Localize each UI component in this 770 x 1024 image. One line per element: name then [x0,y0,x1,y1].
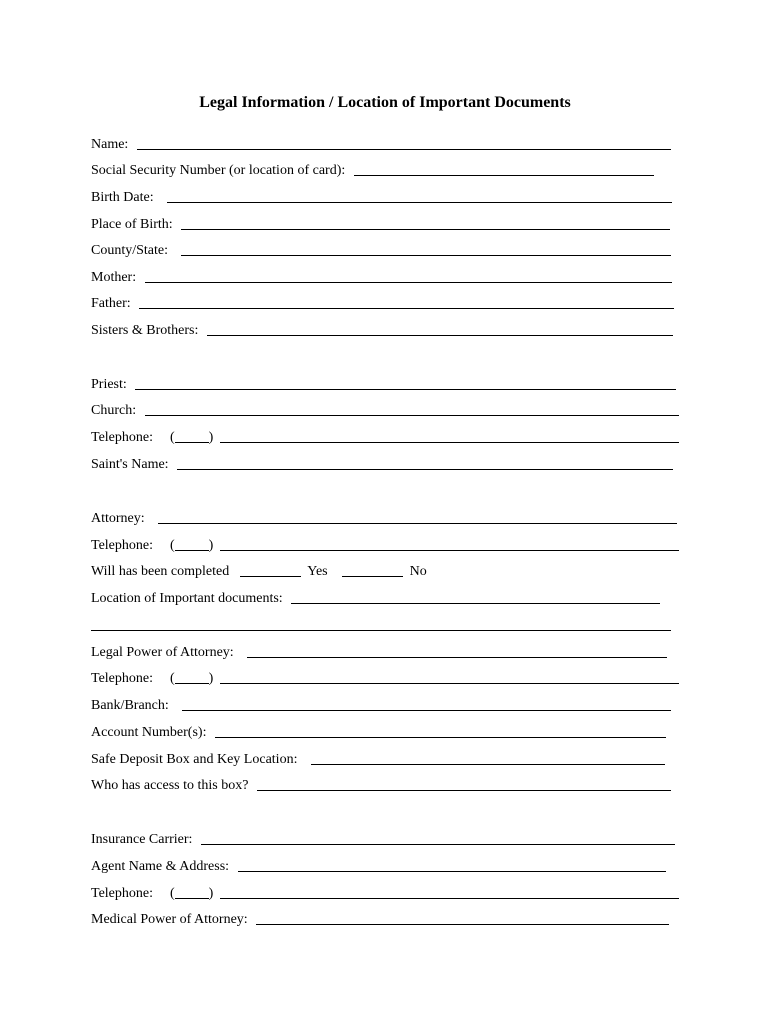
priest-label: Priest: [91,377,127,392]
legal-poa-field[interactable] [247,643,667,658]
church-telephone-row: Telephone: ( ) [91,428,679,448]
will-label: Will has been completed [91,564,230,579]
legal-poa-row [91,643,667,663]
priest-row [91,375,676,395]
insurance-carrier-field[interactable] [201,830,675,845]
box-access-row [91,776,671,796]
county-state-field[interactable] [181,241,671,256]
poa-telephone-row: Telephone: ( ) [91,669,679,689]
father-row [91,294,674,314]
insurance-area-code-field[interactable] [175,884,209,899]
legal-poa-label: Legal Power of Attorney: [91,645,234,660]
insurance-telephone-row: Telephone: ( ) [91,884,679,904]
poa-telephone-label: Telephone: [91,671,153,686]
will-yes-label: Yes [307,564,328,579]
account-row [91,723,666,743]
attorney-field[interactable] [158,509,677,524]
birth-date-label: Birth Date: [91,190,154,205]
church-telephone-label: Telephone: [91,430,153,445]
place-of-birth-label: Place of Birth: [91,217,173,232]
father-field[interactable] [139,294,674,309]
poa-area-code-field[interactable] [175,669,209,684]
ssn-field[interactable] [354,161,654,176]
attorney-telephone-field[interactable] [220,536,679,551]
siblings-label: Sisters & Brothers: [91,323,199,338]
documents-location-label: Location of Important documents: [91,591,283,606]
saints-name-label: Saint's Name: [91,457,169,472]
siblings-row [91,321,673,341]
box-access-field[interactable] [257,776,671,791]
safe-deposit-label: Safe Deposit Box and Key Location: [91,752,298,767]
saints-name-field[interactable] [177,455,673,470]
documents-location-field[interactable] [291,589,660,604]
birth-date-row [91,188,672,208]
documents-location-row [91,589,660,609]
bank-row [91,696,671,716]
mother-label: Mother: [91,270,137,285]
church-field[interactable] [145,401,679,416]
priest-field[interactable] [135,375,676,390]
agent-row [91,857,666,877]
insurance-telephone-field[interactable] [220,884,679,899]
bank-field[interactable] [182,696,671,711]
ssn-label: Social Security Number (or location of card): [91,163,346,178]
medical-poa-row [91,910,669,930]
medical-poa-label: Medical Power of Attorney: [91,912,248,927]
mother-field[interactable] [145,268,672,283]
birth-date-field[interactable] [167,188,672,203]
siblings-field[interactable] [207,321,673,336]
medical-poa-field[interactable] [256,910,669,925]
account-label: Account Number(s): [91,725,207,740]
insurance-carrier-row [91,830,675,850]
documents-location-field-line-2[interactable] [91,616,671,631]
attorney-row [91,509,677,529]
name-row [91,135,671,155]
will-no-label: No [409,564,427,579]
father-label: Father: [91,296,131,311]
county-state-label: County/State: [91,243,168,258]
mother-row [91,268,672,288]
will-yes-blank[interactable] [240,562,301,577]
church-row [91,401,679,421]
church-label: Church: [91,403,137,418]
agent-field[interactable] [238,857,666,872]
attorney-telephone-label: Telephone: [91,538,153,553]
church-area-code-field[interactable] [175,428,209,443]
page-title: Legal Information / Location of Important Documents [199,94,571,111]
bank-label: Bank/Branch: [91,698,169,713]
church-telephone-field[interactable] [220,428,679,443]
name-field[interactable] [137,135,671,150]
safe-deposit-field[interactable] [311,750,665,765]
name-label: Name: [91,137,129,152]
saints-name-row [91,455,673,475]
account-field[interactable] [215,723,666,738]
place-of-birth-field[interactable] [181,215,670,230]
will-row [91,562,427,582]
poa-telephone-field[interactable] [220,669,679,684]
attorney-label: Attorney: [91,511,145,526]
ssn-row [91,161,654,181]
documents-location-continuation-row [91,616,671,636]
insurance-telephone-label: Telephone: [91,886,153,901]
attorney-telephone-row: Telephone: ( ) [91,536,679,556]
attorney-area-code-field[interactable] [175,536,209,551]
box-access-label: Who has access to this box? [91,778,249,793]
county-state-row [91,241,671,261]
place-of-birth-row [91,215,670,235]
safe-deposit-row [91,750,665,770]
will-no-blank[interactable] [342,562,403,577]
insurance-carrier-label: Insurance Carrier: [91,832,193,847]
agent-label: Agent Name & Address: [91,859,230,874]
